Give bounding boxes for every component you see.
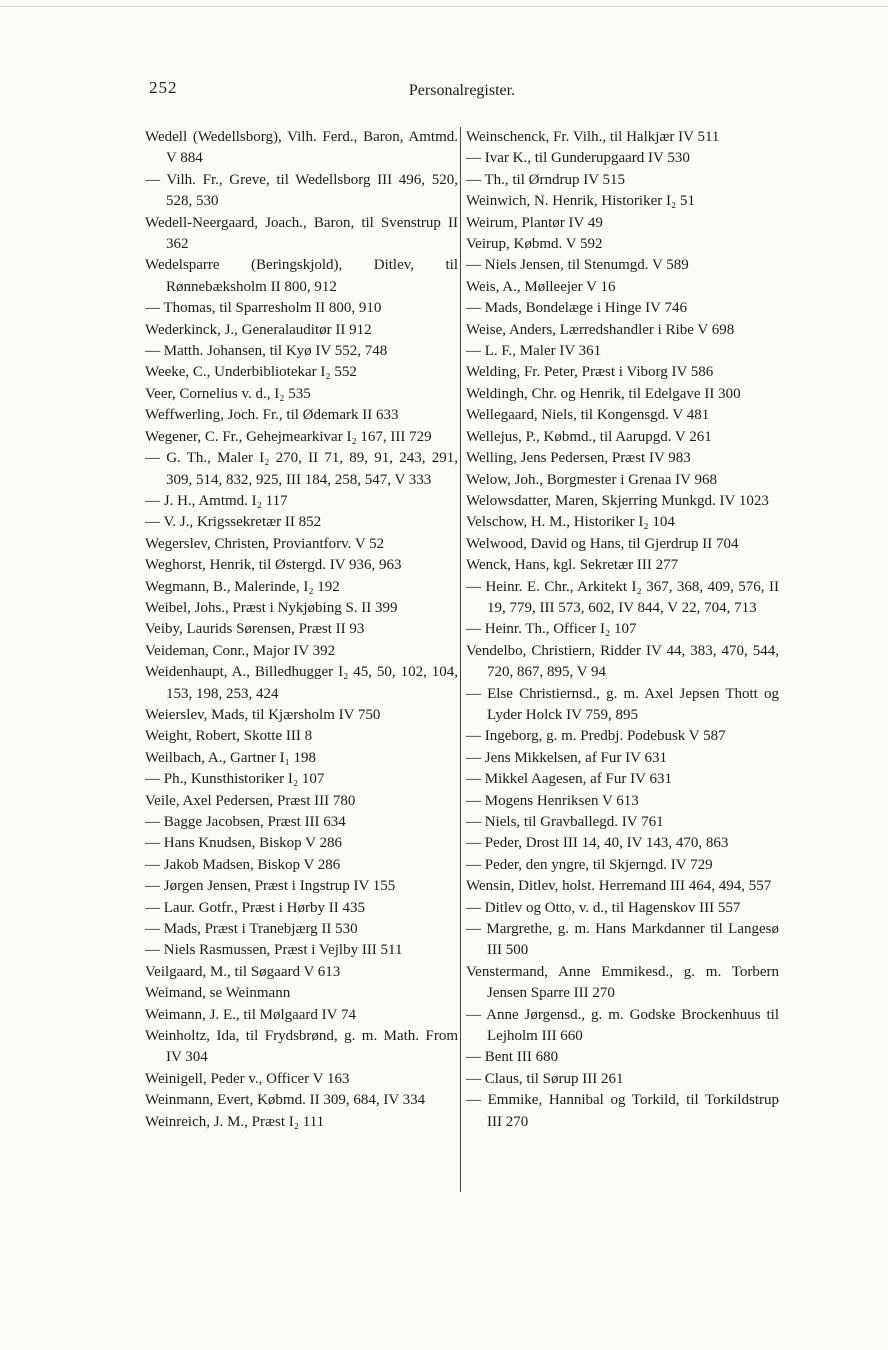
register-entry: — J. H., Amtmd. I₂ 117 (145, 492, 288, 509)
register-entry: — Niels Rasmussen, Præst i Vejlby III 511 (145, 942, 403, 959)
register-entry: Wellegaard, Niels, til Kongensgd. V 481 (466, 407, 710, 424)
register-entry: Veer, Cornelius v. d., I₂ 535 (145, 385, 311, 402)
register-entry: Weimann, J. E., til Mølgaard IV 74 (145, 1006, 356, 1023)
register-entry: Weinigell, Peder v., Officer V 163 (145, 1070, 350, 1087)
register-entry: — Heinr. E. Chr., Arkitekt I₂ 367, 368, 409, 576, II 19, 779, III 573, 602, IV 844, V 22, 704, 713 (466, 578, 779, 616)
register-entry: Weghorst, Henrik, til Østergd. IV 936, 963 (145, 557, 402, 574)
register-entry: Weinschenck, Fr. Vilh., til Halkjær IV 511 (466, 129, 720, 145)
register-entry: Wedell (Wedellsborg), Vilh. Ferd., Baron, Amtmd. V 884 (145, 129, 458, 167)
register-entry: — Else Christiernsd., g. m. Axel Jepsen Thott og Lyder Holck IV 759, 895 (466, 685, 779, 723)
register-column-right (466, 127, 779, 1133)
register-entry: Veideman, Conr., Major IV 392 (145, 642, 336, 659)
register-entry: — Bent III 680 (466, 1049, 559, 1066)
register-entry: Weibel, Johs., Præst i Nykjøbing S. II 399 (145, 599, 398, 616)
register-entry: — Ph., Kunsthistoriker I₂ 107 (145, 771, 325, 788)
register-entry: — Vilh. Fr., Greve, til Wedellsborg III 496, 520, 528, 530 (145, 171, 458, 210)
register-entry: — Jørgen Jensen, Præst i Ingstrup IV 155 (145, 878, 396, 895)
register-entry: — Bagge Jacobsen, Præst III 634 (145, 814, 346, 830)
column-divider (460, 127, 461, 1192)
page-number: 252 (149, 78, 178, 97)
register-entry: Weight, Robert, Skotte III 8 (145, 728, 313, 745)
register-entry: — Hans Knudsen, Biskop V 286 (145, 835, 342, 852)
register-entry: Veirup, Købmd. V 592 (466, 236, 603, 253)
register-entry: — Mads, Bondelæge i Hinge IV 746 (466, 300, 687, 317)
register-entry: Veilgaard, M., til Søgaard V 613 (145, 963, 341, 980)
register-entry: — V. J., Krigssekretær II 852 (145, 514, 322, 531)
register-entry: Wegmann, B., Malerinde, I₂ 192 (145, 578, 340, 595)
register-entry: — Ditlev og Otto, v. d., til Hagenskov III 557 (466, 899, 741, 916)
register-entry: — Mikkel Aagesen, af Fur IV 631 (466, 771, 672, 788)
register-entry: Wedelsparre (Beringskjold), Ditlev, til Rønnebæksholm II 800, 912 (145, 257, 458, 295)
register-entry: Weilbach, A., Gartner I₁ 198 (145, 749, 317, 766)
register-entry: Veiby, Laurids Sørensen, Præst II 93 (145, 621, 365, 638)
register-entry: Veile, Axel Pedersen, Præst III 780 (145, 792, 356, 809)
register-entry: — Ivar K., til Gunderupgaard IV 530 (466, 150, 690, 167)
register-entry: Welding, Fr. Peter, Præst i Viborg IV 586 (466, 364, 714, 381)
register-entry: Weinwich, N. Henrik, Historiker I₂ 51 (466, 193, 695, 210)
register-entry: — Emmike, Hannibal og Torkild, til Torkildstrup III 270 (466, 1092, 779, 1130)
register-entry: Wensin, Ditlev, holst. Herremand III 464, 494, 557 (466, 878, 772, 895)
register-entry: Weierslev, Mads, til Kjærsholm IV 750 (145, 706, 381, 723)
register-entry: Welwood, David og Hans, til Gjerdrup II 704 (466, 535, 739, 552)
register-entry: — Laur. Gotfr., Præst i Hørby II 435 (145, 899, 365, 916)
register-entry: — Heinr. Th., Officer I₂ 107 (466, 621, 637, 638)
register-entry: Welling, Jens Pedersen, Præst IV 983 (466, 450, 691, 467)
register-entry: Weidenhaupt, A., Billedhugger I₂ 45, 50, 102, 104, 153, 198, 253, 424 (145, 664, 458, 702)
register-entry: — Mogens Henriksen V 613 (466, 792, 639, 809)
scan-edge-rule (0, 6, 888, 7)
register-entry: Wegerslev, Christen, Proviantforv. V 52 (145, 535, 385, 552)
register-entry: Venstermand, Anne Emmikesd., g. m. Torbern Jensen Sparre III 270 (466, 963, 779, 1002)
register-entry: — Margrethe, g. m. Hans Markdanner til Langesø III 500 (466, 921, 779, 959)
register-entry: Velschow, H. M., Historiker I₂ 104 (466, 514, 675, 531)
register-entry: — Matth. Johansen, til Kyø IV 552, 748 (145, 343, 388, 360)
register-entry: Wenck, Hans, kgl. Sekretær III 277 (466, 557, 679, 574)
register-entry: — Mads, Præst i Tranebjærg II 530 (145, 921, 358, 938)
register-entry: Wedell-Neergaard, Joach., Baron, til Svenstrup II 362 (145, 214, 458, 253)
register-entry: — Th., til Ørndrup IV 515 (466, 171, 626, 188)
register-entry: — Anne Jørgensd., g. m. Godske Brockenhuus til Lejholm III 660 (466, 1006, 779, 1045)
register-entry: — Claus, til Sørup III 261 (466, 1070, 624, 1087)
register-entry: Wegener, C. Fr., Gehejmearkivar I₂ 167, III 729 (145, 428, 432, 445)
register-entry: Weis, A., Mølleejer V 16 (466, 278, 616, 295)
register-entry: — Peder, Drost III 14, 40, IV 143, 470, 863 (466, 835, 729, 852)
register-entry: — Niels, til Gravballegd. IV 761 (466, 814, 664, 830)
register-entry: Wellejus, P., Købmd., til Aarupgd. V 261 (466, 428, 712, 445)
register-entry: Weldingh, Chr. og Henrik, til Edelgave II 300 (466, 385, 741, 402)
register-entry: Weinmann, Evert, Købmd. II 309, 684, IV 334 (145, 1092, 426, 1109)
register-entry: — Jens Mikkelsen, af Fur IV 631 (466, 749, 667, 766)
register-entry: Weimand, se Weinmann (145, 985, 291, 1002)
register-entry: Vendelbo, Christiern, Ridder IV 44, 383, 470, 544, 720, 867, 895, V 94 (466, 642, 779, 681)
register-entry: — Niels Jensen, til Stenumgd. V 589 (466, 257, 689, 274)
register-entry: Weffwerling, Joch. Fr., til Ødemark II 633 (145, 407, 399, 424)
register-entry: Wederkinck, J., Generalauditør II 912 (145, 321, 372, 338)
register-entry: Welow, Joh., Borgmester i Grenaa IV 968 (466, 471, 717, 488)
register-entry: — Thomas, til Sparresholm II 800, 910 (145, 300, 382, 317)
register-entry: Weeke, C., Underbibliotekar I₂ 552 (145, 364, 357, 381)
register-entry: — Ingeborg, g. m. Predbj. Podebusk V 587 (466, 728, 726, 745)
register-entry: — G. Th., Maler I₂ 270, II 71, 89, 91, 243, 291, 309, 514, 832, 925, III 184, 258, 547, V 333 (145, 450, 458, 488)
register-entry: Welowsdatter, Maren, Skjerring Munkgd. IV 1023 (466, 492, 769, 509)
running-head: Personalregister. (408, 82, 516, 99)
register-entry: Weirum, Plantør IV 49 (466, 214, 603, 231)
register-entry: — Peder, den yngre, til Skjerngd. IV 729 (466, 856, 713, 873)
register-column-left (145, 127, 458, 1133)
register-entry: — L. F., Maler IV 361 (466, 343, 602, 360)
register-entry: Weinholtz, Ida, til Frydsbrønd, g. m. Math. From IV 304 (145, 1028, 458, 1066)
register-entry: Weise, Anders, Lærredshandler i Ribe V 698 (466, 321, 735, 338)
register-entry: Weinreich, J. M., Præst I₂ 111 (145, 1113, 325, 1130)
register-entry: — Jakob Madsen, Biskop V 286 (145, 856, 341, 873)
